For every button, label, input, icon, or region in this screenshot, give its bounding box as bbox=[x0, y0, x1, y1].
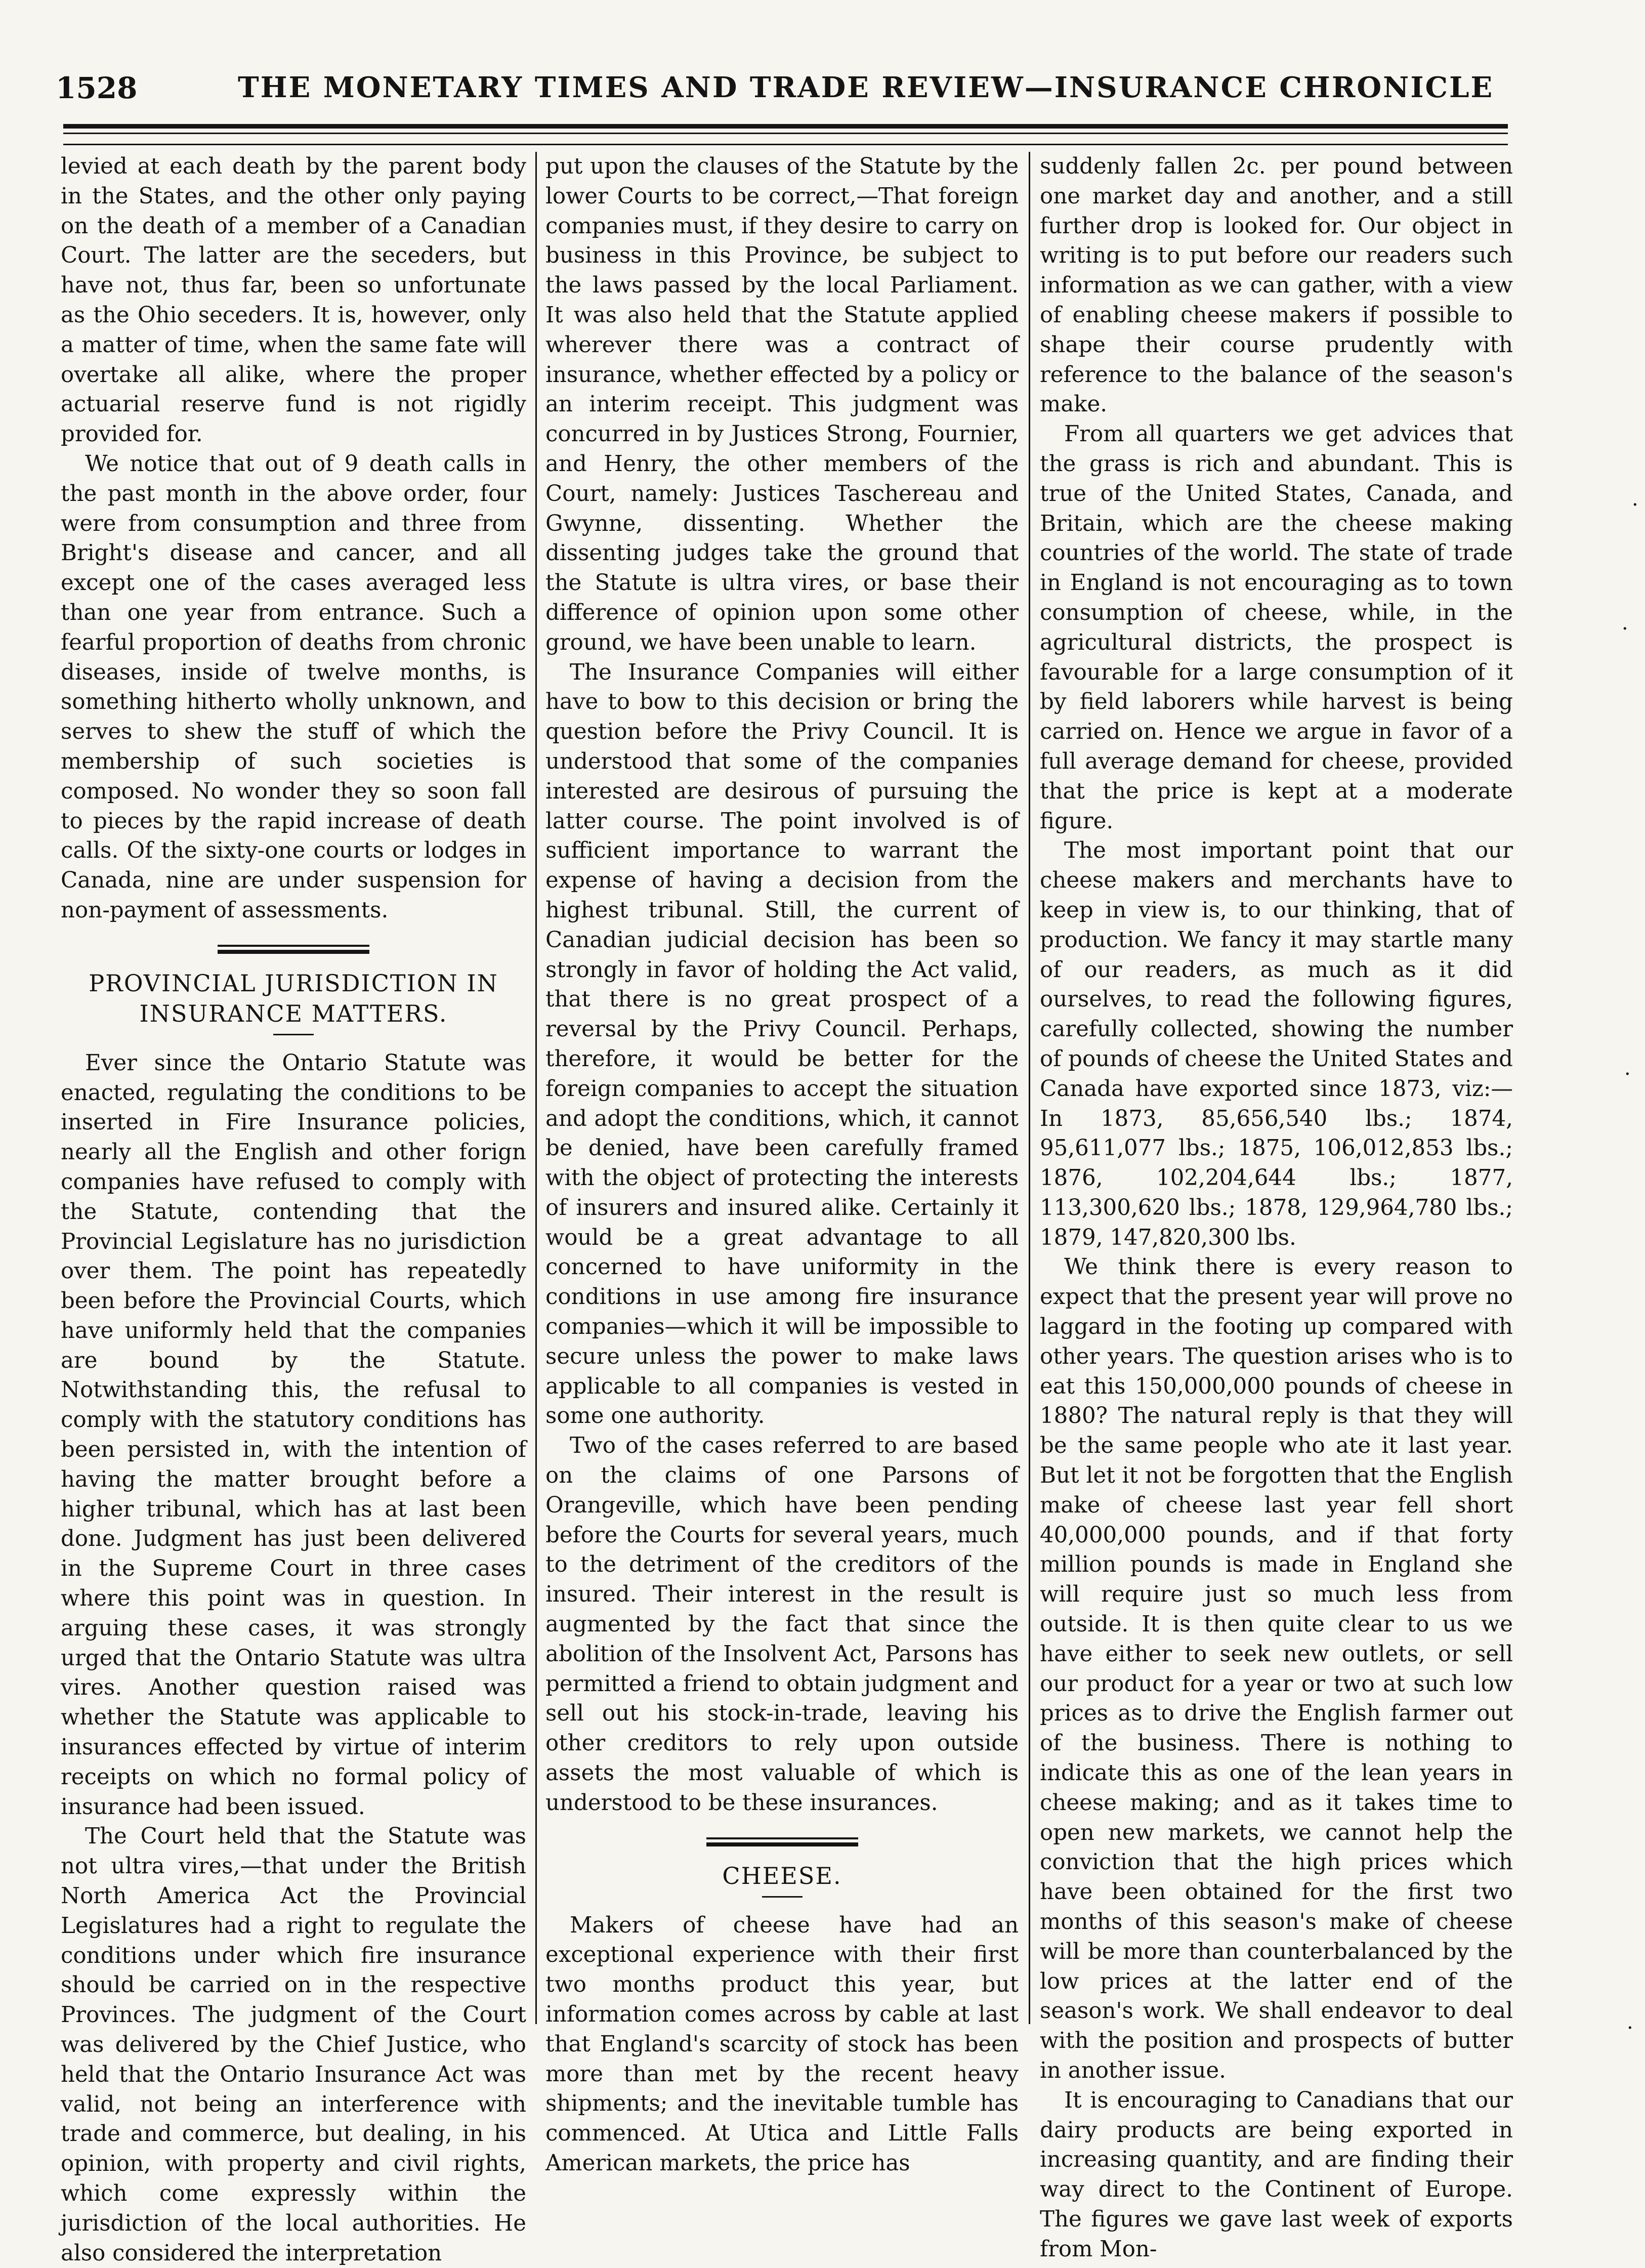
paragraph: We think there is every reason to expect that the present year will prove no laggard in the footing up compared with other years. The question arises who is to eat this 150,000,000 pounds of cheese in 1880? The natural reply is that they will be the same people who ate it last year. But let it not be forgotten that the English make of cheese last year fell short 40,000,000 pounds, and if that forty million pounds is made in England she will require just so much less from outside. It is then quite clear to us we have either to seek new outlets, or sell our product for a year or two at such low prices as to drive the English farmer out of the business. There is nothing to indicate this as one of the lean years in cheese making; and as it takes time to open new markets, we cannot help the conviction that the high prices which have been obtained for the first two months of this season's make of cheese will be more than counterbalanced by the low prices at the latter end of the season's work. We shall endeavor to deal with the position and prospects of butter in another issue. bbox=[1040, 1254, 1513, 2083]
margin-mark: · bbox=[1632, 493, 1638, 517]
paragraph: It is encouraging to Canadians that our dairy products are being exported in increasing quantity, and are finding their way direct to the Continent of Europe. The figures we gave last week of exports from Mon- bbox=[1040, 2087, 1513, 2262]
header-rule-bottom bbox=[63, 144, 1508, 145]
heading-rule bbox=[762, 1896, 803, 1898]
paragraph: Makers of cheese have had an exceptional experience with their first two months product this year, but information comes across by cable at last that England's scarcity of stock has been more than met by the recent heavy shipments; and the inevitable tumble has commenced. At Utica and Little Falls American markets, the price has bbox=[545, 1912, 1019, 2176]
header-rule-thin bbox=[63, 133, 1508, 134]
paragraph: levied at each death by the parent body in the States, and the other only paying on the death of a member of a Canadian Court. The latter are the seceders, but have not, thus far, been so unfortunate as the Ohio seceders. It is, however, only a matter of time, when the same fate will overtake all alike, where the proper actuarial reserve fund is not rigidly provided for. bbox=[61, 154, 526, 447]
column-separator bbox=[1029, 152, 1030, 2024]
column-2 bbox=[545, 152, 1019, 2178]
column-1 bbox=[61, 152, 526, 2268]
paragraph: We notice that out of 9 death calls in the past month in the above order, four were from consumption and three from Bright's disease and cancer, and all except one of the cases averaged less than one year from entrance. Such a fearful proportion of deaths from chronic diseases, inside of twelve months, is something hitherto wholly unknown, and serves to shew the stuff of which the membership of such societies is composed. No wonder they so soon fall to pieces by the rapid increase of death calls. Of the sixty-one courts or lodges in Canada, nine are under suspension for non-payment of assessments. bbox=[61, 451, 526, 923]
paragraph: The Insurance Companies will either have to bow to this decision or bring the question before the Privy Council. It is understood that some of the companies interested are desirous of pursuing the latter course. The point involved is of sufficient importance to warrant the expense of having a decision from the highest tribunal. Still, the current of Canadian judicial decision has been so strongly in favor of holding the Act valid, that there is no great prospect of a reversal by the Privy Council. Perhaps, therefore, it would be better for the foreign companies to accept the situation and adopt the conditions, which, it cannot be denied, have been carefully framed with the object of protecting the interests of insurers and insured alike. Certainly it would be a great advantage to all concerned to have uniformity in the conditions in use among fire insurance companies—which it will be impossible to secure unless the power to make laws applicable to all companies is vested in some one authority. bbox=[545, 659, 1019, 1429]
header-rule-thick bbox=[63, 124, 1508, 129]
margin-mark: · bbox=[1627, 2017, 1633, 2040]
page-header bbox=[56, 71, 1503, 127]
column-separator bbox=[535, 152, 537, 2024]
margin-mark: · bbox=[1624, 1063, 1631, 1086]
section-divider bbox=[706, 1837, 858, 1846]
paragraph: The most important point that our cheese makers and merchants have to keep in view is, to our thinking, that of production. We fancy it may startle many of our readers, as much as it did ourselves, to read the following figures, carefully collected, showing the number of pounds of cheese the United States and Canada have exported since 1873, viz:—In 1873, 85,656,540 lbs.; 1874, 95,611,077 lbs.; 1875, 106,012,853 lbs.; 1876, 102,204,644 lbs.; 1877, 113,300,620 lbs.; 1878, 129,964,780 lbs.; 1879, 147,820,300 lbs. bbox=[1040, 838, 1513, 1250]
paragraph: From all quarters we get advices that the grass is rich and abundant. This is true of the United States, Canada, and Britain, which are the cheese making countries of the world. The state of trade in England is not encouraging as to town consumption of cheese, while, in the agricultural districts, the prospect is favourable for a large consumption of it by field laborers while harvest is being carried on. Hence we argue in favor of a full average demand for cheese, provided that the price is kept at a moderate figure. bbox=[1040, 422, 1513, 834]
paragraph: Ever since the Ontario Statute was enacted, regulating the conditions to be inserted in Fire Insurance policies, nearly all the English and other forign companies have refused to comply with the Statute, contending that the Provincial Legislature has no jurisdiction over them. The point has repeatedly been before the Provincial Courts, which have uniformly held that the companies are bound by the Statute. Notwithstanding this, the refusal to comply with the statutory conditions has been persisted in, with the intention of having the matter brought before a higher tribunal, which has at last been done. Judgment has just been delivered in the Supreme Court in three cases where this point was in question. In arguing these cases, it was strongly urged that the Ontario Statute was ultra vires. Another question raised was whether the Statute was applicable to insurances effected by virtue of interim receipts on which no formal policy of insurance had been issued. bbox=[61, 1050, 526, 1820]
page-number: 1528 bbox=[56, 71, 138, 105]
paragraph: Two of the cases referred to are based on the claims of one Parsons of Orangeville, which have been pending before the Courts for several years, much to the detriment of the creditors of the insured. Their interest in the result is augmented by the fact that since the abolition of the Insolvent Act, Parsons has permitted a friend to obtain judgment and sell out his stock-in-trade, leaving his other creditors to rely upon outside assets the most valuable of which is understood to be these insurances. bbox=[545, 1433, 1019, 1816]
running-title: THE MONETARY TIMES AND TRADE REVIEW—INSURANCE CHRONICLE bbox=[238, 71, 1494, 104]
paragraph: suddenly fallen 2c. per pound between one market day and another, and a still further drop is looked for. Our object in writing is to put before our readers such information as we can gather, with a view of enabling cheese makers if possible to shape their course prudently with reference to the balance of the season's make. bbox=[1040, 154, 1513, 417]
section-divider bbox=[218, 945, 369, 954]
margin-mark: · bbox=[1622, 617, 1628, 641]
paragraph: put upon the clauses of the Statute by the lower Courts to be correct,—That foreign companies must, if they desire to carry on business in this Province, be subject to the laws passed by the local Parliament. It was also held that the Statute applied wherever there was a contract of insurance, whether effected by a policy or an interim receipt. This judgment was concurred in by Justices Strong, Fournier, and Henry, the other members of the Court, namely: Justices Taschereau and Gwynne, dissenting. Whether the dissenting judges take the ground that the Statute is ultra vires, or base their difference of opinion upon some other ground, we have been unable to learn. bbox=[545, 154, 1019, 655]
section-heading: PROVINCIAL JURISDICTION IN INSURANCE MATTERS. bbox=[89, 969, 498, 1027]
column-3 bbox=[1040, 152, 1513, 2264]
section-heading: CHEESE. bbox=[722, 1862, 842, 1889]
paragraph: The Court held that the Statute was not ultra vires,—that under the British North America Act the Provincial Legislatures had a right to regulate the conditions under which fire insurance should be carried on in the respective Provinces. The judgment of the Court was delivered by the Chief Justice, who held that the Ontario Insurance Act was valid, not being an interference with trade and commerce, but dealing, in his opinion, with property and civil rights, which come expressly within the jurisdiction of the local authorities. He also considered the interpretation bbox=[61, 1824, 526, 2266]
heading-rule bbox=[273, 1034, 314, 1035]
